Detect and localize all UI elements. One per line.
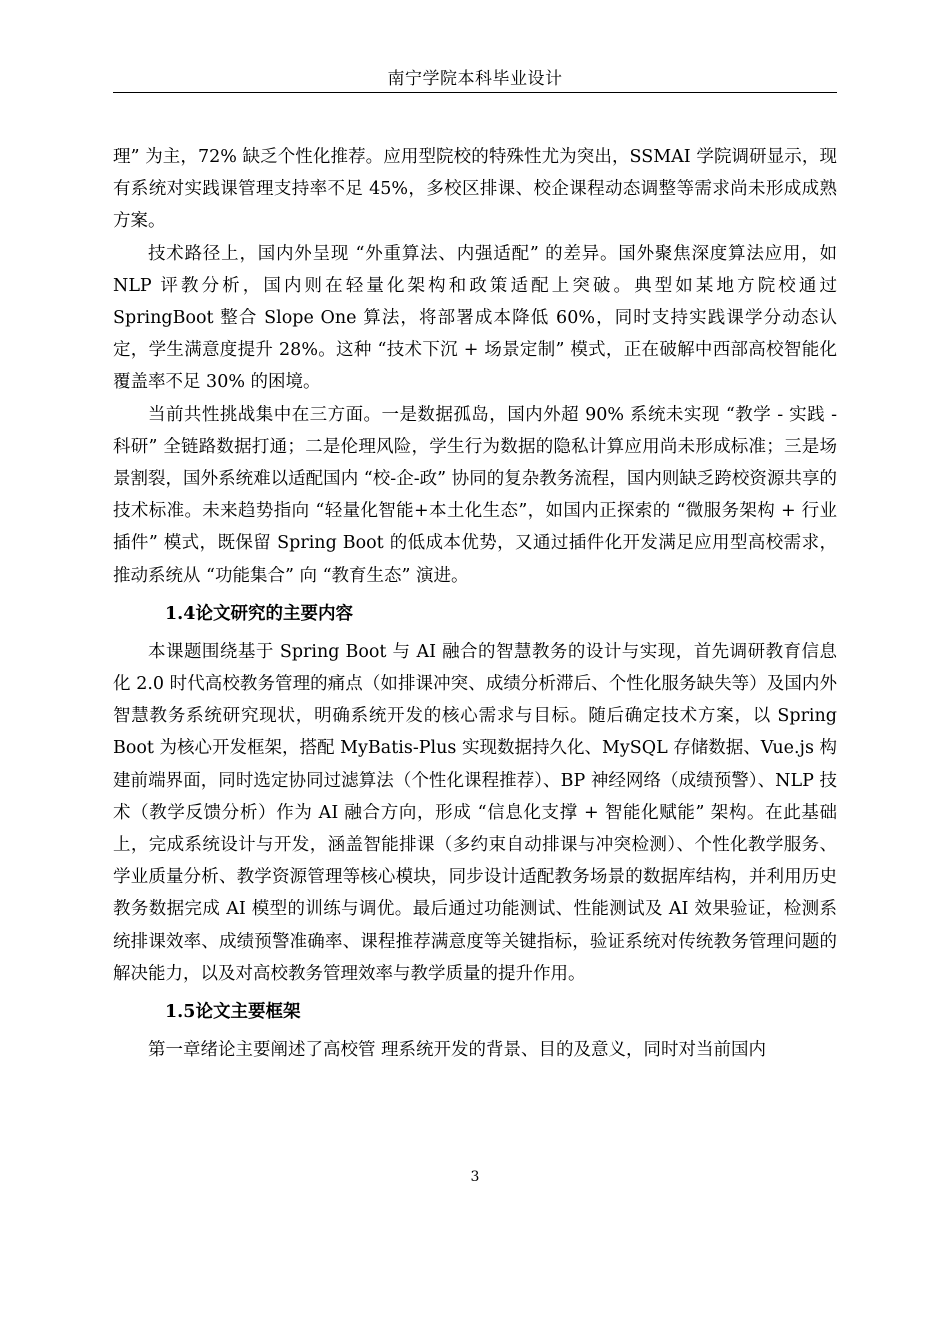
header-divider (113, 92, 837, 93)
paragraph-common-challenges: 当前共性挑战集中在三方面。一是数据孤岛，国内外超 90% 系统未实现 “教学 - 实践 - 科研” 全链路数据打通；二是伦理风险，学生行为数据的隐私计算应用尚未形成标准；三是场景割裂，国外系统难以适配国内 “校-企-政” 协同的复杂教务流程，国内则缺乏跨校资源共享的技术标准。未来趋势指向 “轻量化智能+本土化生态”，如国内正探索的 “微服务架构 + 行业插件” 模式，既保留 Spring Boot 的低成本优势，又通过插件化开发满足应用型高校需求，推动系统从 “功能集合” 向 “教育生态” 演进。 (113, 404, 837, 586)
paragraph-main-content: 本课题围绕基于 Spring Boot 与 AI 融合的智慧教务的设计与实现，首先调研教育信息化 2.0 时代高校教务管理的痛点（如排课冲突、成绩分析滞后、个性化服务缺失等）及国内外智慧教务系统研究现状，明确系统开发的核心需求与目标。随后确定技术方案，以 Spring Boot 为核心开发框架，搭配 MyBatis-Plus 实现数据持久化、MySQL 存储数据、Vue.js 构建前端界面，同时选定协同过滤算法（个性化课程推荐）、BP 神经网络（成绩预警）、NLP 技术（教学反馈分析）作为 AI 融合方向，形成 “信息化支撑 + 智能化赋能” 架构。在此基础上，完成系统设计与开发，涵盖智能排课（多约束自动排课与冲突检测）、个性化教学服务、学业质量分析、教学资源管理等核心模块，同步设计适配教务场景的数据库结构，并利用历史教务数据完成 AI 模型的训练与调优。最后通过功能测试、性能测试及 AI 效果验证，检测系统排课效率、成绩预警准确率、课程推荐满意度等关键指标，验证系统对传统教务管理问题的解决能力，以及对高校教务管理效率与教学质量的提升作用。 (113, 641, 837, 984)
paragraph-continuation: 理” 为主，72% 缺乏个性化推荐。应用型院校的特殊性尤为突出，SSMAI 学院调研显示，现有系统对实践课管理支持率不足 45%，多校区排课、校企课程动态调整等需求尚未形成成熟方案。 (113, 147, 837, 232)
document-body (113, 141, 837, 1066)
paragraph-framework-intro: 第一章绪论主要阐述了高校管 理系统开发的背景、目的及意义，同时对当前国内 (148, 1040, 767, 1061)
section-heading-1-4: 1.4论文研究的主要内容 (165, 603, 353, 624)
section-heading-1-5: 1.5论文主要框架 (165, 1002, 301, 1023)
paragraph-technical-path: 技术路径上，国内外呈现 “外重算法、内强适配” 的差异。国外聚焦深度算法应用，如 NLP 评教分析，国内则在轻量化架构和政策适配上突破。典型如某地方院校通过 SpringBoot 整合 Slope One 算法，将部署成本降低 60%，同时支持实践课学分动态认定，学生满意度提升 28%。这种 “技术下沉 + 场景定制” 模式，正在破解中西部高校智能化覆盖率不足 30% 的困境。 (113, 243, 837, 393)
page-header-title: 南宁学院本科毕业设计 (387, 69, 563, 89)
page-number: 3 (470, 1169, 480, 1185)
